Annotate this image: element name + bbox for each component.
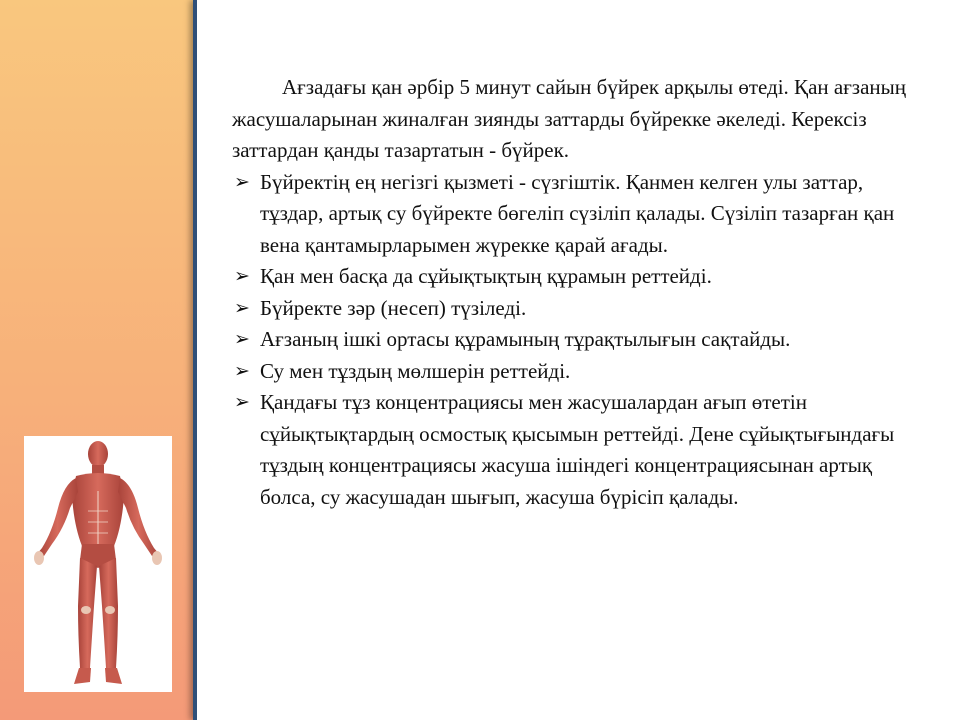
list-item: ➢ Қан мен басқа да сұйықтықтың құрамын реттейді. <box>232 261 922 293</box>
arrow-bullet-icon: ➢ <box>234 266 250 287</box>
list-item: ➢ Қандағы тұз концентрациясы мен жасушалардан ағып өтетін сұйықтықтардың осмостық қысымын реттейді. Дене сұйықтығындағы тұздың концентрациясы жасуша ішіндегі концентрациясынан артық болса, су жасушадан шығып, жасуша бүрісіп қалады. <box>232 387 922 513</box>
intro-paragraph: Ағзадағы қан әрбір 5 минут сайын бүйрек арқылы өтеді. Қан ағзаның жасушаларынан жиналған зиянды заттарды бүйрекке әкеледі. Керексіз заттардан қанды тазартатын - бүйрек. <box>232 75 907 162</box>
list-item: ➢ Бүйректе зәр (несеп) түзіледі. <box>232 293 922 325</box>
list-item: ➢ Су мен тұздың мөлшерін реттейді. <box>232 356 922 388</box>
slide-text <box>232 72 922 513</box>
anatomy-figure <box>24 436 172 692</box>
bullet-list <box>232 167 922 514</box>
arrow-bullet-icon: ➢ <box>234 297 250 319</box>
muscle-body-icon <box>24 436 172 692</box>
arrow-bullet-icon: ➢ <box>234 360 250 382</box>
list-item: ➢ Ағзаның ішкі ортасы құрамының тұрақтылығын сақтайды. <box>232 324 922 356</box>
arrow-bullet-icon: ➢ <box>234 329 250 350</box>
list-item: ➢ Бүйректің ең негізгі қызметі - сүзгіштік. Қанмен келген улы заттар, тұздар, артық су бүйректе бөгеліп сүзіліп қалады. Сүзіліп тазарған қан вена қантамырларымен жүрекке қарай ағады. <box>232 167 922 262</box>
arrow-bullet-icon: ➢ <box>234 171 250 193</box>
arrow-bullet-icon: ➢ <box>234 392 250 413</box>
